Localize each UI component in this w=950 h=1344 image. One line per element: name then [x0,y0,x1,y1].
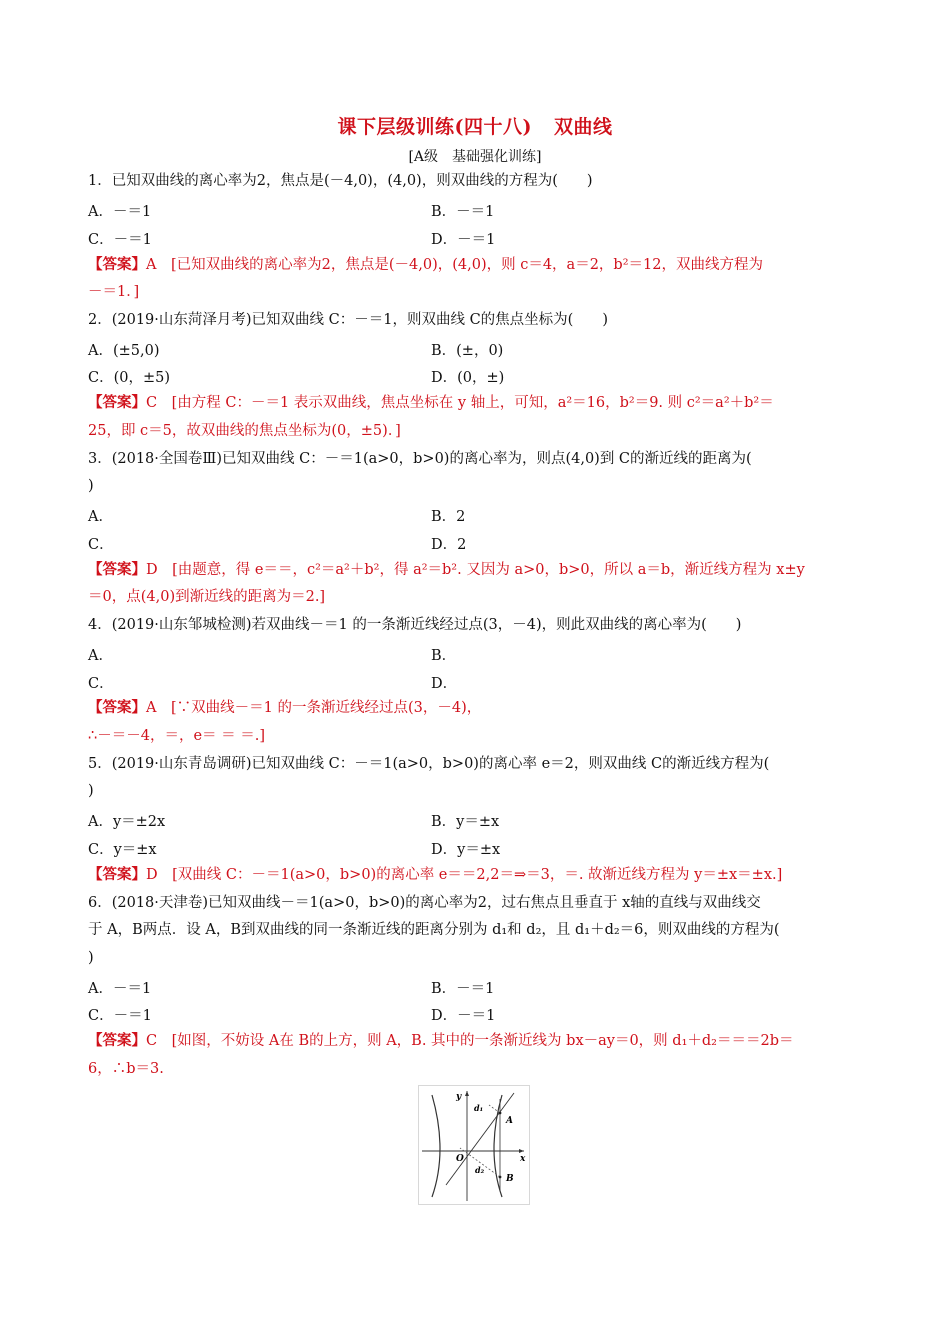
q6-option-b: B．－＝1 [431,981,495,997]
q3-stem-cont: ) [88,478,94,494]
answer-tag: 【答案】 [88,394,146,411]
q6-option-d: D．－＝1 [431,1008,496,1024]
q3-option-a: A． [88,509,113,525]
hyperbola-figure [418,1085,530,1205]
point-a [499,1112,502,1115]
q3-stem: 3．(2018·全国卷Ⅲ)已知双曲线 C：－＝1(a>0，b>0)的离心率为，则点(4,0)到 C的渐近线的距离为( [88,451,752,467]
q2-answer [88,394,870,412]
q1-stem: 1．已知双曲线的离心率为2，焦点是(－4,0)，(4,0)，则双曲线的方程为( ) [88,173,593,189]
q1-option-b: B．－＝1 [431,204,495,220]
b-label: B [506,1174,514,1184]
q2-option-d: D．(0，±) [431,370,505,386]
q6-stem-end: ) [88,950,94,966]
d2-label: d₂ [475,1165,485,1175]
q6-answer-cont: 6，∴b＝3. [88,1061,164,1077]
q5-stem: 5．(2019·山东青岛调研)已知双曲线 C：－＝1(a>0，b>0)的离心率 e＝2，则双曲线 C的渐近线方程为( [88,756,770,772]
q6-option-c: C．－＝1 [88,1008,152,1024]
q6-stem: 6．(2018·天津卷)已知双曲线－＝1(a>0，b>0)的离心率为2，过右焦点且垂直于 x轴的直线与双曲线交 [88,895,761,911]
q4-stem: 4．(2019·山东邹城检测)若双曲线－＝1 的一条渐近线经过点(3，－4)，则此双曲线的离心率为( ) [88,617,742,633]
q1-answer-cont: －＝1．] [88,284,140,300]
answer-tag: 【答案】 [88,256,146,273]
q5-option-a: A．y＝±2x [88,814,166,830]
q4-option-d: D． [431,676,458,692]
answer-tag: 【答案】 [88,866,146,883]
title-topic: 双曲线 [553,116,613,138]
answer-tag: 【答案】 [88,561,146,578]
q5-option-c: C．y＝±x [88,842,157,858]
point-b [499,1176,502,1179]
y-label: y [456,1092,462,1102]
origin-label: O [456,1154,464,1164]
q2-option-a: A．(±5,0) [88,343,160,359]
q2-option-c: C．(0，±5) [88,370,171,386]
q3-answer-text: D [由题意，得 e＝＝，c²＝a²＋b²，得 a²＝b². 又因为 a>0，b>0，所以 a＝b，渐近线方程为 x±y [146,562,805,578]
q4-option-b: B． [431,648,457,664]
q1-option-d: D．－＝1 [431,232,496,248]
q3-answer [88,561,870,579]
q6-answer [88,1032,870,1050]
q5-option-b: B．y＝±x [431,814,500,830]
q5-stem-cont: ) [88,783,94,799]
q3-option-b: B．2 [431,509,466,525]
a-label: A [506,1116,513,1126]
q4-answer-text: A [∵双曲线－＝1 的一条渐近线经过点(3，－4)， [146,700,482,716]
q4-option-c: C． [88,676,114,692]
title-main: 课下层级训练(四十八) [337,116,532,138]
q3-answer-cont: ＝0，点(4,0)到渐近线的距离为＝2.] [88,589,326,605]
q3-option-c: C． [88,537,114,553]
q6-option-a: A．－＝1 [88,981,152,997]
q2-answer-cont: 25，即 c＝5，故双曲线的焦点坐标为(0，±5)．] [88,423,401,439]
q4-answer-cont: ∴－＝－4，＝，e＝ ＝ ＝.] [88,728,266,744]
q4-option-a: A． [88,648,113,664]
q1-answer-text: A [已知双曲线的离心率为2，焦点是(－4,0)，(4,0)，则 c＝4，a＝2，b²＝12，双曲线方程为 [146,257,763,273]
q5-option-d: D．y＝±x [431,842,501,858]
d1-label: d₁ [474,1103,484,1113]
section-subtitle: [A级 基础强化训练] [408,149,542,165]
q5-answer-text: D [双曲线 C：－＝1(a>0，b>0)的离心率 e＝＝2,2＝⇒＝3，＝. 故渐近线方程为 y＝±x＝±x.] [146,867,783,883]
q1-option-c: C．－＝1 [88,232,152,248]
page-title [0,112,950,139]
q2-stem: 2．(2019·山东菏泽月考)已知双曲线 C：－＝1，则双曲线 C的焦点坐标为( ) [88,312,608,328]
q5-answer [88,866,870,884]
answer-tag: 【答案】 [88,699,146,716]
q1-answer [88,256,870,274]
q2-answer-text: C [由方程 C：－＝1 表示双曲线，焦点坐标在 y 轴上，可知，a²＝16，b²＝9. 则 c²＝a²＋b²＝ [146,395,774,411]
q6-answer-text: C [如图，不妨设 A在 B的上方，则 A，B. 其中的一条渐近线为 bx－ay＝0，则 d₁＋d₂＝＝＝2b＝ [146,1033,794,1049]
q4-answer [88,699,870,717]
x-label: x [520,1154,526,1164]
q6-stem-cont: 于 A，B两点．设 A，B到双曲线的同一条渐近线的距离分别为 d₁和 d₂，且 d₁＋d₂＝6，则双曲线的方程为( [88,922,780,938]
q3-option-d: D．2 [431,537,467,553]
q1-option-a: A．－＝1 [88,204,152,220]
answer-tag: 【答案】 [88,1032,146,1049]
q2-option-b: B．(±，0) [431,343,504,359]
